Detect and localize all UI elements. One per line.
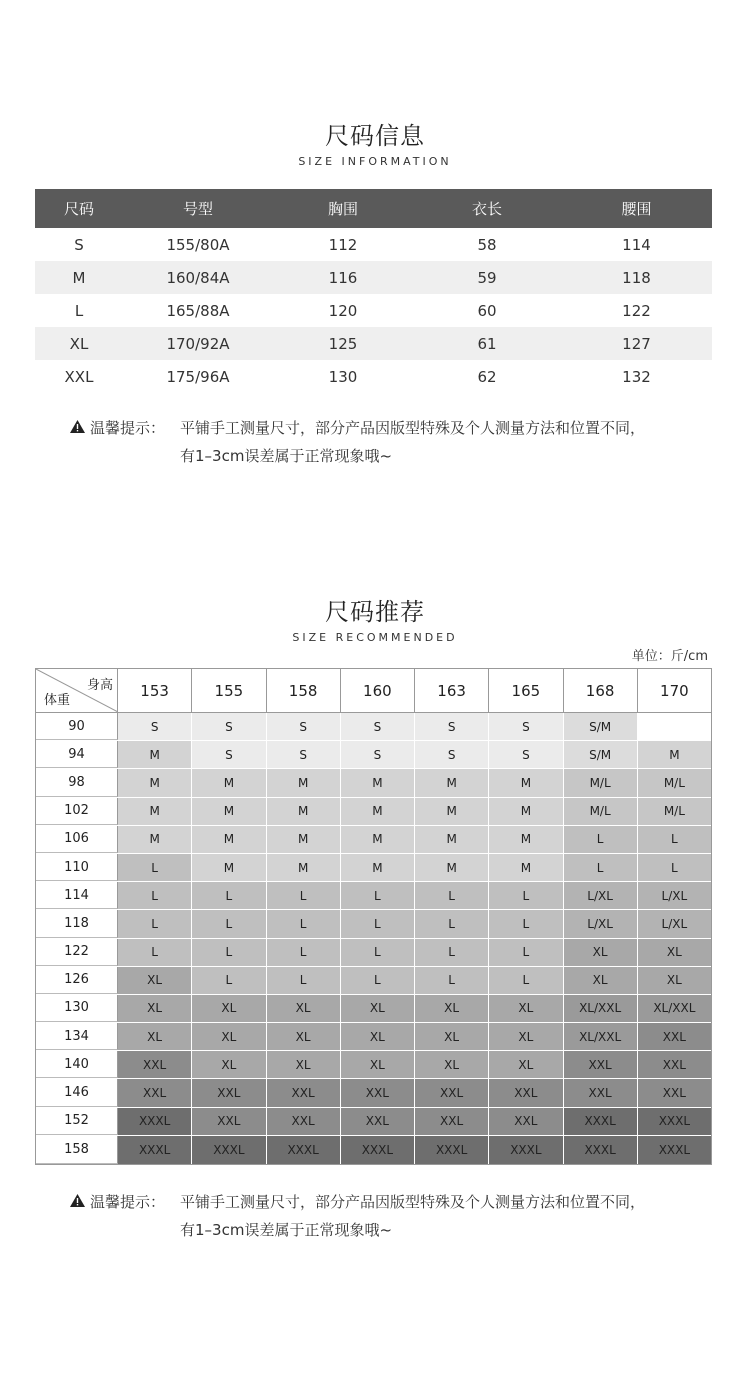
weight-cell: 90 [36, 713, 118, 740]
size-cell: XL [415, 995, 489, 1022]
size-cell: M [415, 798, 489, 825]
size-info-subtitle: SIZE INFORMATION [298, 155, 452, 168]
size-cell: XXXL [118, 1136, 192, 1164]
height-header-cell: 153 [118, 669, 192, 712]
size-info-title-block [0, 116, 750, 168]
header-size: 尺码 [63, 200, 94, 218]
size-cell: M/L [564, 798, 638, 825]
size-cell: XL/XXL [564, 1023, 638, 1050]
size-cell: L [489, 882, 563, 909]
table-cell: 112 [328, 235, 358, 254]
table-cell: XL [69, 334, 89, 353]
size-cell: XL [192, 1051, 266, 1078]
size-cell: XXL [192, 1108, 266, 1135]
size-cell: L [192, 939, 266, 966]
weight-cell: 158 [36, 1136, 118, 1164]
size-cell: XXL [118, 1079, 192, 1106]
table-cell: 165/88A [166, 301, 230, 320]
size-cell: XXXL [267, 1136, 341, 1164]
size-cell: XXL [489, 1108, 563, 1135]
table-cell: 122 [622, 301, 651, 320]
size-cell: L [638, 854, 711, 881]
size-cell: XXXL [638, 1136, 711, 1164]
size-cell: M [638, 741, 711, 768]
tip-line1: 平铺手工测量尺寸，部分产品因版型特殊及个人测量方法和位置不同， [180, 419, 646, 437]
weight-cell: 106 [36, 826, 118, 853]
warning-triangle-icon [70, 1188, 90, 1216]
height-header-cell: 165 [489, 669, 563, 712]
weight-cell: 130 [36, 995, 118, 1022]
size-cell: XL [118, 967, 192, 994]
size-cell: S [192, 713, 266, 740]
size-cell: L [267, 967, 341, 994]
rec-row [36, 769, 711, 797]
size-cell: XL [118, 995, 192, 1022]
size-cell: XL [415, 1023, 489, 1050]
size-cell: XL [564, 939, 638, 966]
weight-cell: 118 [36, 910, 118, 937]
weight-cell: 146 [36, 1079, 118, 1106]
size-cell: S [489, 713, 563, 740]
weight-cell: 152 [36, 1108, 118, 1135]
size-cell: XL/XXL [564, 995, 638, 1022]
size-cell: M [118, 798, 192, 825]
rec-row [36, 798, 711, 826]
tip-block-1 [70, 414, 645, 470]
weight-cell: 134 [36, 1023, 118, 1050]
size-cell: XXXL [341, 1136, 415, 1164]
tip-label: 温馨提示： [90, 1193, 166, 1211]
height-header-cell: 155 [192, 669, 266, 712]
size-cell: M [415, 826, 489, 853]
table-cell: 130 [328, 367, 358, 386]
size-cell: XXL [489, 1079, 563, 1106]
size-cell: XL [267, 1051, 341, 1078]
rec-row [36, 1108, 711, 1136]
size-cell: XL [489, 1051, 563, 1078]
size-cell: L [118, 910, 192, 937]
size-cell: L [118, 939, 192, 966]
size-cell: S [415, 713, 489, 740]
unit-label: 单位：斤/cm [631, 649, 708, 664]
tip-label: 温馨提示： [90, 419, 166, 437]
table-cell: 127 [622, 334, 651, 353]
size-cell: XXL [564, 1079, 638, 1106]
size-cell: M [489, 826, 563, 853]
weight-cell: 98 [36, 769, 118, 796]
rec-row [36, 1136, 711, 1164]
size-cell: L [192, 882, 266, 909]
size-cell: M/L [638, 769, 711, 796]
size-cell: M [267, 854, 341, 881]
rec-row [36, 882, 711, 910]
size-cell: L [267, 910, 341, 937]
size-cell: XL [267, 1023, 341, 1050]
size-cell: XL [638, 939, 711, 966]
size-rec-title: 尺码推荐 [325, 598, 425, 626]
table-cell: 132 [622, 367, 651, 386]
table-cell: 58 [477, 235, 497, 254]
size-cell: XXXL [564, 1108, 638, 1135]
corner-height-label: 身高 [86, 678, 113, 693]
size-cell: M [267, 769, 341, 796]
size-cell: L [489, 967, 563, 994]
size-cell: S [192, 741, 266, 768]
size-cell: L [118, 854, 192, 881]
size-cell: XL [489, 1023, 563, 1050]
size-cell: M [118, 769, 192, 796]
size-cell: XXL [267, 1108, 341, 1135]
size-cell: XL [267, 995, 341, 1022]
size-cell: XL [415, 1051, 489, 1078]
rec-row [36, 1079, 711, 1107]
size-cell: XXL [638, 1051, 711, 1078]
size-cell: M [192, 798, 266, 825]
size-cell: L [489, 939, 563, 966]
size-cell: M [489, 798, 563, 825]
rec-row [36, 741, 711, 769]
size-cell: S/M [564, 713, 638, 740]
size-cell: S [118, 713, 192, 740]
size-cell: L [415, 967, 489, 994]
table-cell: 170/92A [166, 334, 230, 353]
size-cell: L [118, 882, 192, 909]
size-cell: M [415, 769, 489, 796]
size-cell: L [415, 939, 489, 966]
size-cell: M [267, 798, 341, 825]
weight-cell: 126 [36, 967, 118, 994]
rec-row [36, 826, 711, 854]
size-cell: XXL [341, 1108, 415, 1135]
size-cell: M/L [638, 798, 711, 825]
size-rec-table [35, 668, 712, 1165]
size-cell: XXL [267, 1079, 341, 1106]
corner-weight-label: 体重 [44, 693, 71, 708]
rec-row [36, 1023, 711, 1051]
size-cell: L [489, 910, 563, 937]
table-cell: 125 [328, 334, 358, 353]
weight-cell: 140 [36, 1051, 118, 1078]
height-header-cell: 168 [564, 669, 638, 712]
weight-cell: 94 [36, 741, 118, 768]
tip-line2: 有1–3cm误差属于正常现象哦~ [180, 1221, 393, 1239]
size-cell: L/XL [564, 910, 638, 937]
tip-line1: 平铺手工测量尺寸，部分产品因版型特殊及个人测量方法和位置不同， [180, 1193, 646, 1211]
size-cell: XL [192, 995, 266, 1022]
size-cell: S [341, 713, 415, 740]
size-cell: M [267, 826, 341, 853]
weight-cell: 102 [36, 798, 118, 825]
table-cell: 155/80A [166, 235, 230, 254]
weight-cell: 122 [36, 939, 118, 966]
size-cell: XXL [415, 1079, 489, 1106]
height-header-cell: 163 [415, 669, 489, 712]
rec-row [36, 967, 711, 995]
rec-row [36, 854, 711, 882]
size-cell: M [341, 826, 415, 853]
size-cell: XXL [638, 1023, 711, 1050]
weight-cell: 110 [36, 854, 118, 881]
table-cell: 62 [477, 367, 497, 386]
rec-row [36, 939, 711, 967]
size-cell: XL [489, 995, 563, 1022]
size-cell [638, 713, 711, 740]
table-cell: 59 [477, 268, 497, 287]
weight-cell: 114 [36, 882, 118, 909]
table-cell: XXL [64, 367, 94, 386]
size-cell: XXL [192, 1079, 266, 1106]
size-cell: XXXL [489, 1136, 563, 1164]
rec-row [36, 910, 711, 938]
size-info-title: 尺码信息 [325, 122, 425, 150]
size-cell: XL [118, 1023, 192, 1050]
size-cell: L/XL [638, 882, 711, 909]
size-cell: S [267, 741, 341, 768]
size-info-table [35, 189, 712, 393]
rec-row [36, 1051, 711, 1079]
table-cell: S [74, 235, 84, 254]
size-info-header-row [35, 189, 712, 228]
size-cell: M [489, 854, 563, 881]
size-cell: L [341, 910, 415, 937]
header-length: 衣长 [471, 200, 502, 218]
height-header-cell: 170 [660, 681, 689, 700]
size-cell: L [341, 939, 415, 966]
table-cell: 118 [622, 268, 651, 287]
height-header-cell: 158 [267, 669, 341, 712]
table-cell: L [74, 301, 84, 320]
tip-block-2 [70, 1188, 645, 1244]
size-cell: S [415, 741, 489, 768]
size-cell: S [489, 741, 563, 768]
size-cell: M [118, 741, 192, 768]
table-cell: 61 [477, 334, 497, 353]
size-cell: XXXL [118, 1108, 192, 1135]
rec-row [36, 713, 711, 741]
tip-line2: 有1–3cm误差属于正常现象哦~ [180, 447, 393, 465]
size-cell: XL [638, 967, 711, 994]
size-cell: XL [192, 1023, 266, 1050]
size-cell: M [192, 769, 266, 796]
table-cell: 120 [328, 301, 358, 320]
header-model: 号型 [182, 200, 213, 218]
size-cell: S [341, 741, 415, 768]
table-cell: 116 [328, 268, 358, 287]
size-cell: S/M [564, 741, 638, 768]
size-cell: L [638, 826, 711, 853]
table-row [35, 261, 712, 294]
size-cell: M [341, 854, 415, 881]
size-cell: M [192, 826, 266, 853]
size-cell: XXL [638, 1079, 711, 1106]
size-cell: L [341, 967, 415, 994]
size-cell: M [415, 854, 489, 881]
rec-row [36, 995, 711, 1023]
size-cell: L [267, 939, 341, 966]
header-waist: 腰围 [621, 200, 652, 218]
size-cell: XXXL [415, 1136, 489, 1164]
size-cell: M [489, 769, 563, 796]
size-cell: S [267, 713, 341, 740]
header-chest: 胸围 [327, 200, 358, 218]
size-cell: L [192, 967, 266, 994]
size-cell: L [415, 882, 489, 909]
size-cell: XXL [415, 1108, 489, 1135]
corner-cell [36, 669, 118, 712]
size-cell: XL [341, 1051, 415, 1078]
size-cell: M [118, 826, 192, 853]
size-cell: XXXL [564, 1136, 638, 1164]
table-cell: 160/84A [166, 268, 230, 287]
size-rec-header-row [36, 669, 711, 713]
size-cell: XL [341, 995, 415, 1022]
table-cell: M [72, 268, 86, 287]
size-cell: L [267, 882, 341, 909]
size-cell: L [415, 910, 489, 937]
size-cell: L/XL [638, 910, 711, 937]
height-header-cell: 160 [341, 669, 415, 712]
table-row [35, 294, 712, 327]
table-cell: 175/96A [166, 367, 230, 386]
size-cell: L [192, 910, 266, 937]
table-cell: 114 [622, 235, 651, 254]
size-cell: XXL [564, 1051, 638, 1078]
size-cell: XXL [341, 1079, 415, 1106]
size-cell: L [341, 882, 415, 909]
size-cell: M [341, 798, 415, 825]
size-cell: XL/XXL [638, 995, 711, 1022]
size-cell: L/XL [564, 882, 638, 909]
size-cell: M/L [564, 769, 638, 796]
size-cell: XL [564, 967, 638, 994]
table-row [35, 228, 712, 261]
size-cell: XXL [118, 1051, 192, 1078]
table-cell: 60 [477, 301, 497, 320]
size-rec-subtitle: SIZE RECOMMENDED [292, 631, 458, 644]
size-cell: XXXL [638, 1108, 711, 1135]
table-row [35, 327, 712, 360]
size-cell: L [564, 826, 638, 853]
size-cell: XL [341, 1023, 415, 1050]
size-cell: M [192, 854, 266, 881]
table-row [35, 360, 712, 393]
size-rec-title-block [0, 592, 750, 644]
warning-triangle-icon [70, 414, 90, 442]
size-cell: M [341, 769, 415, 796]
size-cell: XXXL [192, 1136, 266, 1164]
size-cell: L [564, 854, 638, 881]
